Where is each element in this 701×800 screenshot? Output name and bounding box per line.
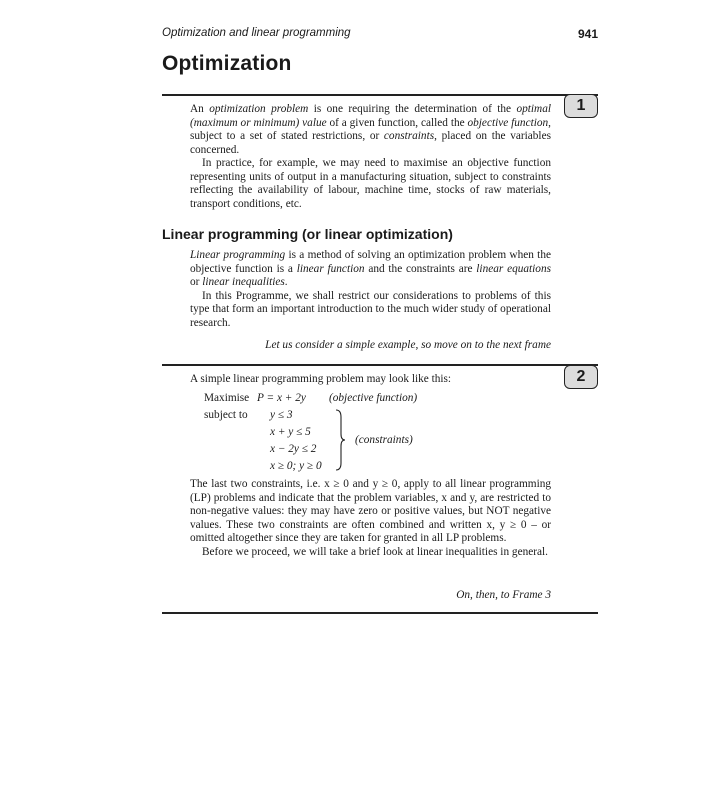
section-heading-linear-programming: Linear programming (or linear optimization)	[162, 226, 453, 242]
constraints-note: (constraints)	[355, 434, 413, 446]
subject-to-label: subject to	[204, 409, 248, 421]
text-run: An	[190, 103, 210, 115]
frame-2-paragraph-1: The last two constraints, i.e. x ≥ 0 and y ≥ 0, apply to all linear programming (LP) problems and indicate that the problem variables, x and y, are restricted to non-negative values: they may have zero or positive values, but NOT negative values. These two constraints are often combined and written x, y ≥ 0 – or omitted altogether since they are taken for granted in all LP problems.	[190, 478, 551, 544]
italic-term: linear equations	[476, 262, 551, 275]
frame-2-paragraph-2: Before we proceed, we will take a brief look at linear inequalities in general.	[202, 545, 548, 558]
running-title: Optimization and linear programming	[162, 27, 351, 39]
frame-2-explanation	[190, 478, 551, 559]
maximise-label: Maximise	[204, 392, 250, 404]
objective-function: P = x + 2y	[257, 392, 306, 404]
text-run: of a given function, called the	[326, 116, 468, 129]
frame-1-top-rule	[162, 94, 598, 96]
frame-1-definition-text	[190, 103, 551, 211]
frame-1-paragraph-2: In practice, for example, we may need to maximise an objective function representing units of output in a manufacturing situation, subject to constraints reflecting the availability of labour, machine time, stocks of raw materials, transport conditions, etc.	[190, 157, 551, 210]
frame-1-paragraph-4: In this Programme, we shall restrict our considerations to problems of this type that form an important introduction to the much wider study of operational research.	[190, 289, 551, 329]
frame-1-next-prompt: Let us consider a simple example, so move on to the next frame	[265, 339, 551, 351]
text-run: .	[284, 276, 288, 288]
text-run: , subject to a set of stated restrictions, or	[190, 116, 551, 142]
italic-term: optimization problem	[209, 103, 309, 115]
frame-1-lp-text	[190, 249, 551, 330]
constraint-2: x + y ≤ 5	[270, 426, 311, 438]
constraint-3: x − 2y ≤ 2	[270, 443, 317, 455]
text-run: and the constraints are	[364, 262, 477, 275]
italic-term: objective function	[467, 116, 549, 129]
running-header	[162, 27, 598, 43]
frame-2-intro: A simple linear programming problem may look like this:	[190, 373, 452, 385]
frame-2-bottom-rule	[162, 612, 598, 614]
constraint-4: x ≥ 0; y ≥ 0	[270, 460, 322, 472]
objective-function-note: (objective function)	[329, 392, 418, 404]
text-run: , placed on the variables concerned.	[190, 130, 551, 156]
italic-term: constraints	[383, 130, 435, 142]
text-run: is a method of solving an optimization problem when the objective function is a	[190, 249, 551, 275]
italic-term: linear function	[296, 262, 365, 275]
chapter-title: Optimization	[162, 52, 292, 75]
frame-1-paragraph-1	[190, 103, 551, 157]
page-number: 941	[577, 27, 598, 41]
frame-1-paragraph-3	[190, 249, 551, 290]
constraints-brace	[335, 409, 345, 471]
italic-term: Linear programming	[190, 249, 286, 261]
italic-term: optimal (maximum or minimum) value	[190, 103, 551, 129]
frame-2-top-rule	[162, 364, 598, 366]
constraint-1: y ≤ 3	[270, 409, 293, 421]
frame-2-badge: 2	[564, 365, 598, 389]
italic-term: linear inequalities	[202, 276, 285, 288]
text-run: is one requiring the determination of the	[308, 103, 517, 115]
frame-1-badge: 1	[564, 94, 598, 118]
text-run: or	[190, 276, 203, 288]
frame-2-next-prompt: On, then, to Frame 3	[456, 589, 551, 601]
